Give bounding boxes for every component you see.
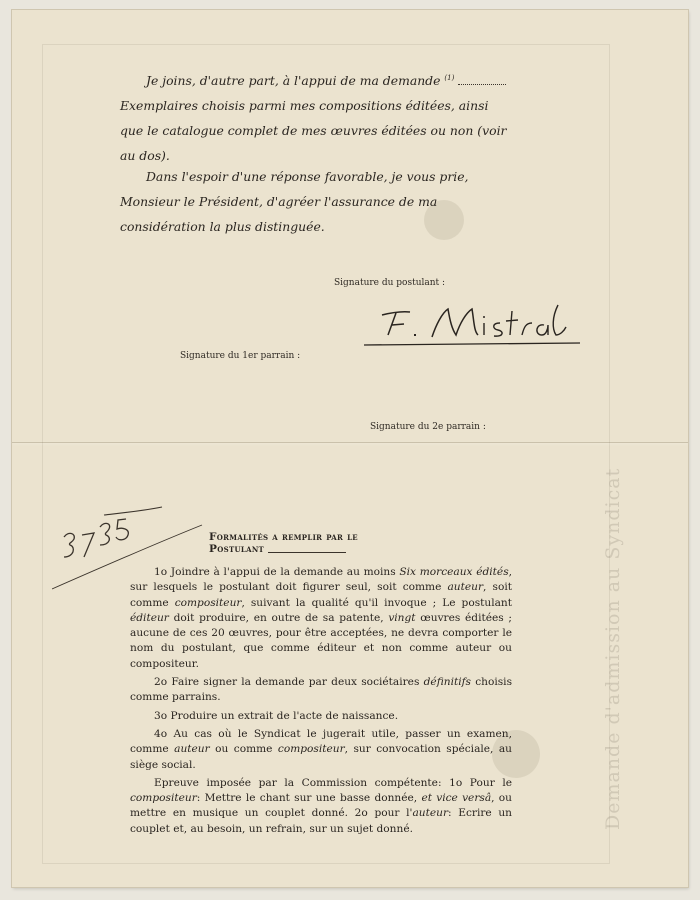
formalities-title: Formalités a remplir par le Postulant: [209, 531, 358, 555]
formality-item-1: 1o Joindre à l'appui de la demande au moins Six morceaux édités, sur lesquels le postulant doit figurer seul, soit comme auteur, soit comme compositeur, suivant la qualité qu'il invoque ; Le postulant éditeur doit produire, en outre de sa patente, vingt œuvres éditées ; aucune de ces 20 œuvres, pour être acceptées, ne devra comporter le nom du postulant, que comme éditeur et non comme auteur ou compositeur.: [130, 566, 512, 670]
postulant-signature: [352, 295, 584, 355]
letter-rest: Exemplaires choisis parmi mes compositions éditées, ainsi que le catalogue complet de mes œuvres éditées ou non (voir au dos).: [120, 98, 507, 164]
exam-paragraph: Epreuve imposée par la Commission compétente: 1o Pour le compositeur: Mettre le chant sur une basse donnée, et vice versâ, ou mettre en musique un couplet donné. 2o pour l'auteur: Ecrire un couplet et, au besoin, un refrain, sur un sujet donné.: [130, 776, 512, 835]
formalities-list: [130, 565, 512, 840]
fill-in-dots: [458, 76, 506, 85]
letter-lead: Je joins, d'autre part, à l'appui de ma demande: [146, 73, 441, 89]
title-rule: [268, 552, 346, 553]
fold-crease: [12, 442, 688, 443]
footnote-mark: (1): [444, 74, 455, 82]
formality-item-4: 4o Au cas où le Syndicat le jugerait utile, passer un examen, comme auteur ou comme compositeur, sur convocation spéciale, au siège social.: [130, 727, 512, 771]
document-page: [12, 10, 688, 887]
formality-item-3: 3o Produire un extrait de l'acte de naissance.: [154, 709, 399, 722]
bleed-through-text: Demande d'admission au Syndicat: [602, 467, 624, 830]
letter-paragraph-2: Dans l'espoir d'une réponse favorable, je vous prie, Monsieur le Président, d'agréer l'assurance de ma considération la plus distinguée.: [120, 169, 469, 234]
parrain1-signature-label: Signature du 1er parrain :: [180, 351, 301, 361]
letter-paragraph-1: [120, 66, 515, 168]
postulant-signature-label: Signature du postulant :: [334, 278, 446, 288]
parrain2-signature-label: Signature du 2e parrain :: [370, 422, 486, 432]
formality-item-2: 2o Faire signer la demande par deux sociétaires définitifs choisis comme parrains.: [130, 676, 513, 704]
